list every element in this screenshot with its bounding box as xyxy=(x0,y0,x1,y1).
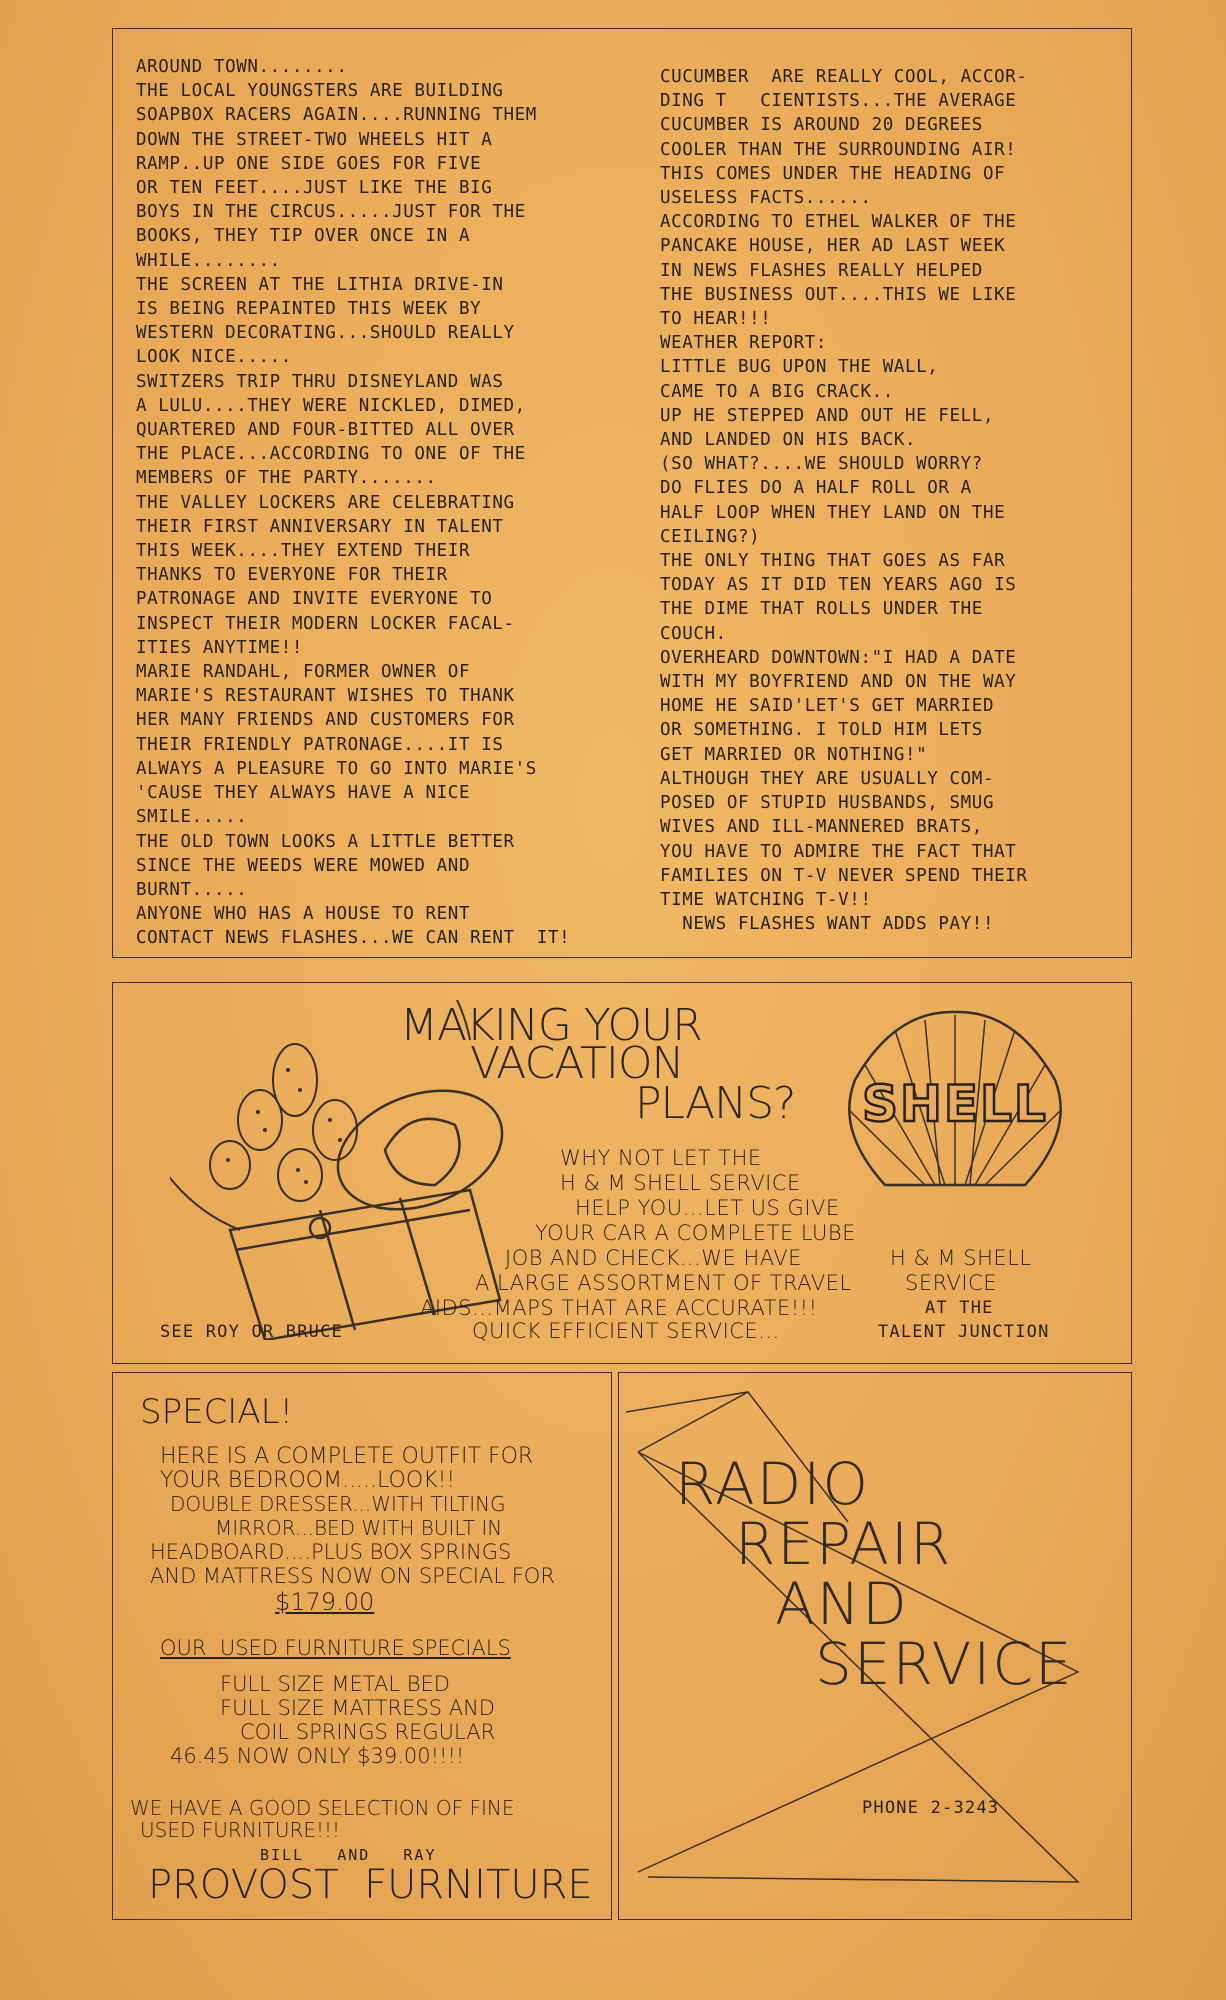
special-line-1: HERE IS A COMPLETE OUTFIT FOR xyxy=(160,1444,534,1469)
shell-brand-text: SHELL xyxy=(862,1075,1048,1133)
news-line: TODAY AS IT DID TEN YEARS AGO IS xyxy=(660,575,1017,596)
news-line: A LULU....THEY WERE NICKLED, DIMED, xyxy=(136,395,526,416)
special-line-5: HEADBOARD....PLUS BOX SPRINGS xyxy=(150,1540,512,1564)
news-line: SOAPBOX RACERS AGAIN....RUNNING THEM xyxy=(136,105,537,126)
news-line: AROUND TOWN........ xyxy=(136,57,348,77)
news-line: THIS WEEK....THEY EXTEND THEIR xyxy=(136,541,471,562)
shell-body-1: WHY NOT LET THE xyxy=(560,1146,762,1170)
used-line-4: 46.45 NOW ONLY $39.00!!!! xyxy=(170,1744,465,1768)
shell-body-2: H & M SHELL SERVICE xyxy=(560,1171,801,1195)
news-line: ITIES ANYTIME!! xyxy=(136,637,304,658)
shell-headline-1: MAKING YOUR xyxy=(400,1000,702,1051)
shell-body-3: HELP YOU...LET US GIVE xyxy=(575,1196,840,1220)
shell-business-2: SERVICE xyxy=(905,1271,998,1295)
news-line: NEWS FLASHES WANT ADDS PAY!! xyxy=(660,914,995,935)
news-line: COOLER THAN THE SURROUNDING AIR! xyxy=(660,139,1017,160)
shell-headline-3: PLANS? xyxy=(635,1078,796,1129)
news-line: TO HEAR!!! xyxy=(660,309,772,330)
special-line-6: AND MATTRESS NOW ON SPECIAL FOR xyxy=(150,1564,555,1588)
news-line: MARIE RANDAHL, FORMER OWNER OF xyxy=(136,662,471,683)
news-line: SMILE..... xyxy=(136,807,248,828)
news-line: THE LOCAL YOUNGSTERS ARE BUILDING xyxy=(136,81,504,102)
news-line: USELESS FACTS...... xyxy=(660,188,872,209)
news-line: WIVES AND ILL-MANNERED BRATS, xyxy=(660,817,983,838)
news-line: IS BEING REPAINTED THIS WEEK BY xyxy=(136,299,482,320)
news-line: HALF LOOP WHEN THEY LAND ON THE xyxy=(660,502,1006,523)
news-line: MEMBERS OF THE PARTY....... xyxy=(136,468,437,489)
news-line: THE ONLY THING THAT GOES AS FAR xyxy=(660,551,1006,572)
news-line: QUARTERED AND FOUR-BITTED ALL OVER xyxy=(136,420,515,441)
news-line: THIS COMES UNDER THE HEADING OF xyxy=(660,163,1006,184)
news-line: IN NEWS FLASHES REALLY HELPED xyxy=(660,260,983,281)
news-line: DOWN THE STREET-TWO WHEELS HIT A xyxy=(136,129,493,150)
news-line: THEIR FRIENDLY PATRONAGE....IT IS xyxy=(136,734,504,755)
news-line: HOME HE SAID'LET'S GET MARRIED xyxy=(660,696,995,717)
used-line-1: FULL SIZE METAL BED xyxy=(220,1672,450,1696)
radio-phone: PHONE 2-3243 xyxy=(862,1798,1000,1818)
news-line: THE SCREEN AT THE LITHIA DRIVE-IN xyxy=(136,274,504,295)
special-title: SPECIAL! xyxy=(140,1392,294,1432)
special-line-4: MIRROR...BED WITH BUILT IN xyxy=(215,1516,503,1540)
news-line: PATRONAGE AND INVITE EVERYONE TO xyxy=(136,589,493,610)
news-line: CUCUMBER IS AROUND 20 DEGREES xyxy=(660,115,983,136)
news-line: THE PLACE...ACCORDING TO ONE OF THE xyxy=(136,444,526,465)
news-line: CAME TO A BIG CRACK.. xyxy=(660,381,894,402)
news-left-column xyxy=(136,55,570,951)
radio-word-3: AND xyxy=(775,1570,909,1638)
news-line: WEATHER REPORT: xyxy=(660,333,828,354)
news-line: DO FLIES DO A HALF ROLL OR A xyxy=(660,478,972,499)
shell-contact: SEE ROY OR BRUCE xyxy=(160,1322,343,1342)
news-line: ACCORDING TO ETHEL WALKER OF THE xyxy=(660,212,1017,233)
news-line: CONTACT NEWS FLASHES...WE CAN RENT IT! xyxy=(136,928,571,949)
radio-word-1: RADIO xyxy=(675,1450,871,1518)
news-line: ALWAYS A PLEASURE TO GO INTO MARIE'S xyxy=(136,758,537,779)
news-line: WESTERN DECORATING...SHOULD REALLY xyxy=(136,323,515,344)
radio-word-4: SERVICE xyxy=(815,1630,1074,1698)
news-line: COUCH. xyxy=(660,623,727,644)
used-furniture-heading: OUR USED FURNITURE SPECIALS xyxy=(160,1636,511,1660)
shell-business-3: AT THE xyxy=(925,1298,994,1318)
news-line: MARIE'S RESTAURANT WISHES TO THANK xyxy=(136,686,515,707)
news-line: FAMILIES ON T-V NEVER SPEND THEIR xyxy=(660,865,1028,886)
special-price: $179.00 xyxy=(275,1588,375,1616)
news-line: THE VALLEY LOCKERS ARE CELEBRATING xyxy=(136,492,515,513)
news-line: ALTHOUGH THEY ARE USUALLY COM- xyxy=(660,768,995,789)
shell-body-4: YOUR CAR A COMPLETE LUBE xyxy=(535,1221,856,1245)
news-line: UP HE STEPPED AND OUT HE FELL, xyxy=(660,405,995,426)
news-line: RAMP..UP ONE SIDE GOES FOR FIVE xyxy=(136,153,482,174)
news-line: THEIR FIRST ANNIVERSARY IN TALENT xyxy=(136,516,504,537)
news-line: PANCAKE HOUSE, HER AD LAST WEEK xyxy=(660,236,1006,257)
news-line: OR TEN FEET....JUST LIKE THE BIG xyxy=(136,178,493,199)
news-line: BOOKS, THEY TIP OVER ONCE IN A xyxy=(136,226,471,247)
owners: BILL AND RAY xyxy=(260,1846,437,1864)
shell-business-1: H & M SHELL xyxy=(890,1246,1032,1270)
news-line: THE DIME THAT ROLLS UNDER THE xyxy=(660,599,983,620)
news-line: OVERHEARD DOWNTOWN:"I HAD A DATE xyxy=(660,647,1017,668)
store-name: PROVOST FURNITURE xyxy=(148,1862,593,1908)
shell-business-4: TALENT JUNCTION xyxy=(878,1322,1050,1342)
special-line-3: DOUBLE DRESSER...WITH TILTING xyxy=(170,1492,506,1516)
news-line: LOOK NICE..... xyxy=(136,347,292,368)
news-line: ANYONE WHO HAS A HOUSE TO RENT xyxy=(136,904,471,925)
special-line-2: YOUR BEDROOM.....LOOK!! xyxy=(160,1468,456,1493)
news-line: INSPECT THEIR MODERN LOCKER FACAL- xyxy=(136,613,515,634)
selection-line-1: WE HAVE A GOOD SELECTION OF FINE xyxy=(130,1796,515,1820)
news-line: THANKS TO EVERYONE FOR THEIR xyxy=(136,565,448,586)
news-line: TIME WATCHING T-V!! xyxy=(660,889,872,910)
used-line-3: COIL SPRINGS REGULAR xyxy=(240,1720,496,1744)
news-right-column xyxy=(660,65,1027,936)
news-line: GET MARRIED OR NOTHING!" xyxy=(660,744,928,765)
radio-word-2: REPAIR xyxy=(735,1510,953,1578)
news-line: WHILE........ xyxy=(136,250,281,271)
news-line: AND LANDED ON HIS BACK. xyxy=(660,430,917,451)
shell-headline-2: VACATION xyxy=(470,1038,684,1089)
selection-line-2: USED FURNITURE!!! xyxy=(140,1818,341,1842)
news-line: LITTLE BUG UPON THE WALL, xyxy=(660,357,939,378)
news-line: THE OLD TOWN LOOKS A LITTLE BETTER xyxy=(136,831,515,852)
news-line: POSED OF STUPID HUSBANDS, SMUG xyxy=(660,793,995,814)
news-line: THE BUSINESS OUT....THIS WE LIKE xyxy=(660,284,1017,305)
news-line: CUCUMBER ARE REALLY COOL, ACCOR- xyxy=(660,67,1028,87)
news-line: SINCE THE WEEDS WERE MOWED AND xyxy=(136,855,471,876)
shell-body-7: AIDS...MAPS THAT ARE ACCURATE!!! xyxy=(420,1296,818,1320)
news-line: (SO WHAT?....WE SHOULD WORRY? xyxy=(660,454,983,475)
news-line: BOYS IN THE CIRCUS.....JUST FOR THE xyxy=(136,202,526,223)
news-line: WITH MY BOYFRIEND AND ON THE WAY xyxy=(660,672,1017,693)
news-line: BURNT..... xyxy=(136,879,248,900)
news-line: CEILING?) xyxy=(660,526,761,547)
shell-body-8: QUICK EFFICIENT SERVICE... xyxy=(472,1319,780,1343)
news-line: YOU HAVE TO ADMIRE THE FACT THAT xyxy=(660,841,1017,862)
news-line: HER MANY FRIENDS AND CUSTOMERS FOR xyxy=(136,710,515,731)
shell-body-6: A LARGE ASSORTMENT OF TRAVEL xyxy=(475,1271,852,1295)
news-line: SWITZERS TRIP THRU DISNEYLAND WAS xyxy=(136,371,504,392)
news-line: OR SOMETHING. I TOLD HIM LETS xyxy=(660,720,983,741)
news-line: 'CAUSE THEY ALWAYS HAVE A NICE xyxy=(136,783,471,804)
news-line: DING T CIENTISTS...THE AVERAGE xyxy=(660,91,1017,112)
used-line-2: FULL SIZE MATTRESS AND xyxy=(220,1696,495,1720)
shell-body-5: JOB AND CHECK...WE HAVE xyxy=(505,1246,802,1270)
